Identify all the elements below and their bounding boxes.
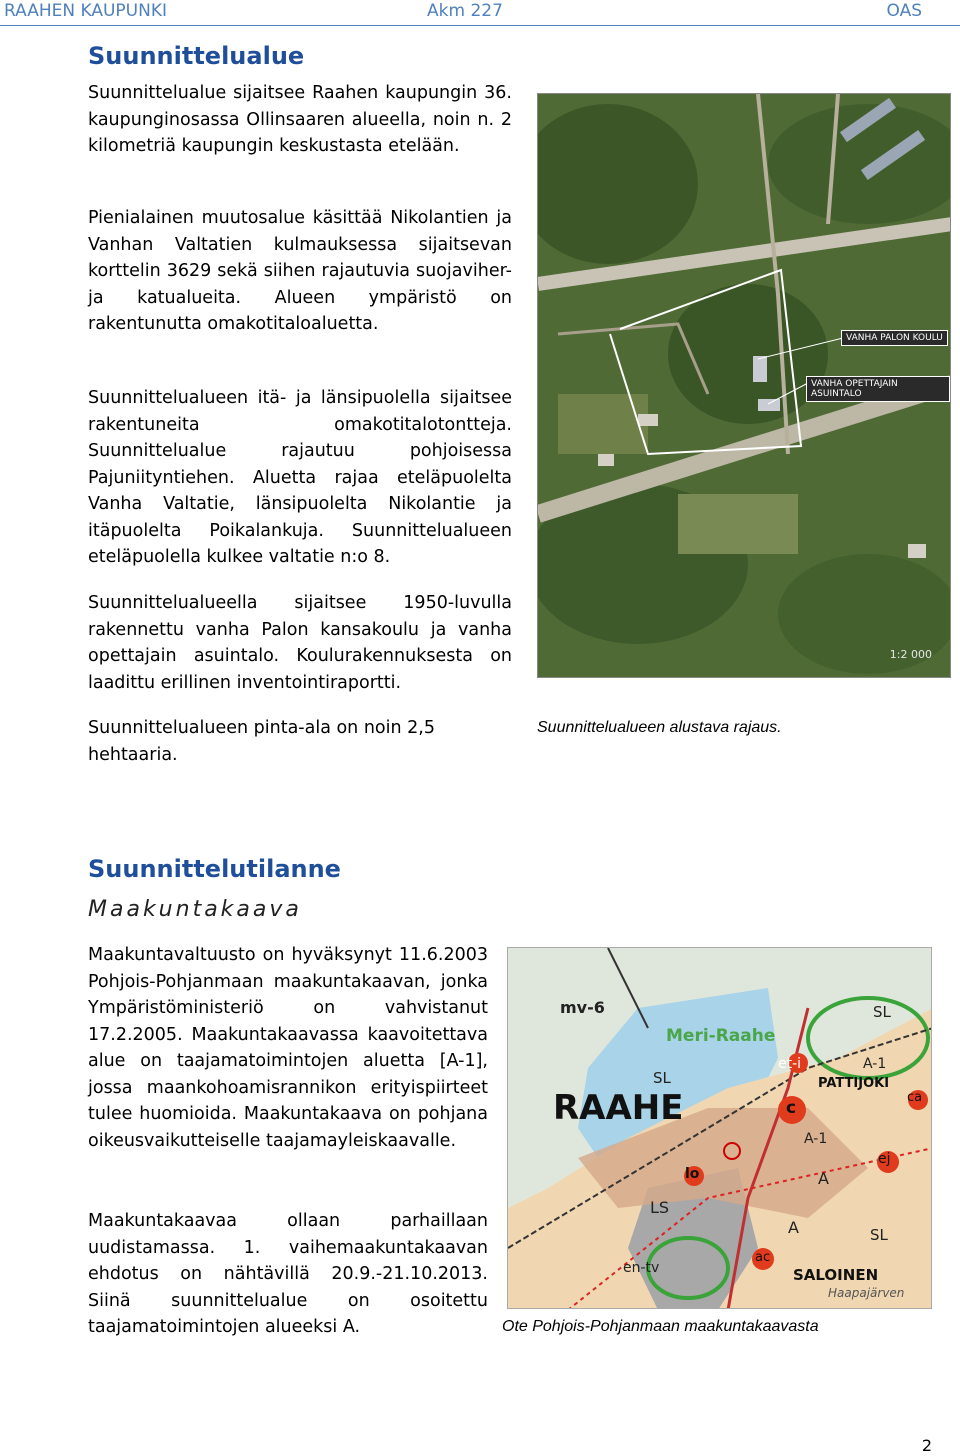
paragraph-plan-renewal: Maakuntakaavaa ollaan parhaillaan uudistamassa. 1. vaihemaakuntakaavan ehdotus on nähtävillä 20.9.-21.10.2013. Siinä suunnittelualue on osoitettu taajamatoimintojen alueeksi A. <box>88 1211 488 1337</box>
section-subtitle-maakuntakaava: Maakuntakaava <box>88 897 302 922</box>
paragraph-area-size: Suunnittelualueen pinta-ala on noin 2,5 hehtaaria. <box>88 718 435 765</box>
aerial-photo <box>537 93 951 678</box>
page-number: 2 <box>921 1436 932 1455</box>
map-label-c: c <box>786 1098 797 1118</box>
header-rule <box>0 25 960 26</box>
map-label-ej: ej <box>878 1151 891 1167</box>
label-old-school: VANHA PALON KOULU <box>841 330 948 346</box>
map-label-a-upper: A <box>818 1169 829 1188</box>
map-label-pattijoki: PATTIJOKI <box>818 1076 890 1091</box>
paragraph-boundaries: Suunnittelualueen itä- ja länsipuolella sijaitsee rakentuneita omakotitalotontteja. Suunnittelualue rajautuu pohjoisessa Pajuniityntiehen. Aluetta rajaa eteläpuolelta Vanha Valtatie, länsipuolelta Nikolantie ja itäpuolelta Poikalankuja. Suunnittelualueen eteläpuolella kulkee valtatie n:o 8. <box>88 388 512 567</box>
map-label-ac: ac <box>755 1250 771 1265</box>
map-label-en-tv: en-tv <box>623 1260 660 1276</box>
map-label-meri-raahe: Meri-Raahe <box>666 1026 776 1046</box>
map-label-sl-bottom: SL <box>870 1226 888 1244</box>
paragraph-location: Suunnittelualue sijaitsee Raahen kaupungin 36. kaupunginosassa Ollinsaaren alueella, noin n. 2 kilometriä kaupungin keskustasta etelään. <box>88 83 512 156</box>
map-caption: Ote Pohjois-Pohjanmaan maakuntakaavasta <box>502 1318 819 1335</box>
paragraph-buildings: Suunnittelualueella sijaitsee 1950-luvulla rakennettu vanha Palon kansakoulu ja vanha opettajain asuintalo. Koulurakennuksesta on laadittu erillinen inventointiraportti. <box>88 593 512 693</box>
section-title-suunnittelutilanne: Suunnittelutilanne <box>88 855 341 883</box>
label-old-teacher-house: VANHA OPETTAJAIN ASUINTALO <box>806 376 950 402</box>
map-label-a1-mid: A-1 <box>804 1131 828 1147</box>
map-label-a1-right: A-1 <box>863 1056 887 1072</box>
map-label-sl-mid: SL <box>653 1069 671 1087</box>
header-plan-id: Akm 227 <box>427 1 503 21</box>
map-label-haapajarven: Haapajärven <box>828 1286 905 1300</box>
map-label-et-i: et-i <box>778 1056 802 1072</box>
photo-caption: Suunnittelualueen alustava rajaus. <box>537 719 782 736</box>
paragraph-area-description: Pienialainen muutosalue käsittää Nikolantien ja Vanhan Valtatien kulmauksessa sijaitsevan korttelin 3629 sekä siihen rajautuvia suojaviher- ja katualueita. Alueen ympäristö on rakentunutta omakotitaloaluetta. <box>88 208 512 334</box>
map-label-ls: LS <box>650 1198 670 1217</box>
page-header <box>0 0 960 26</box>
map-label-a-lower: A <box>788 1218 799 1237</box>
regional-plan-map <box>507 947 932 1309</box>
map-label-ca: ca <box>907 1090 923 1105</box>
map-label-mv6: mv-6 <box>560 998 605 1017</box>
scale-label: 1:2 000 <box>889 648 932 661</box>
header-doc-type: OAS <box>886 1 922 21</box>
paragraph-regional-plan: Maakuntavaltuusto on hyväksynyt 11.6.2003 Pohjois-Pohjanmaan maakuntakaavan, jonka Ympäristöministeriö on vahvistanut 17.2.2005. Maakuntakaavassa kaavoitettava alue on taajamatoimintojen aluetta [A-1], jossa maankohoamisrannikon erityispiirteet tulee huomioida. Maakuntakaava on pohjana oikeusvaikutteiselle taajamayleiskaavalle. <box>88 945 488 1151</box>
map-label-raahe: RAAHE <box>553 1088 684 1128</box>
map-label-sl-top: SL <box>873 1003 891 1021</box>
header-municipality: RAAHEN KAUPUNKI <box>4 1 167 21</box>
map-label-saloinen: SALOINEN <box>793 1266 879 1284</box>
map-label-lo: lo <box>685 1166 700 1182</box>
section-title-suunnittelualue: Suunnittelualue <box>88 42 305 70</box>
